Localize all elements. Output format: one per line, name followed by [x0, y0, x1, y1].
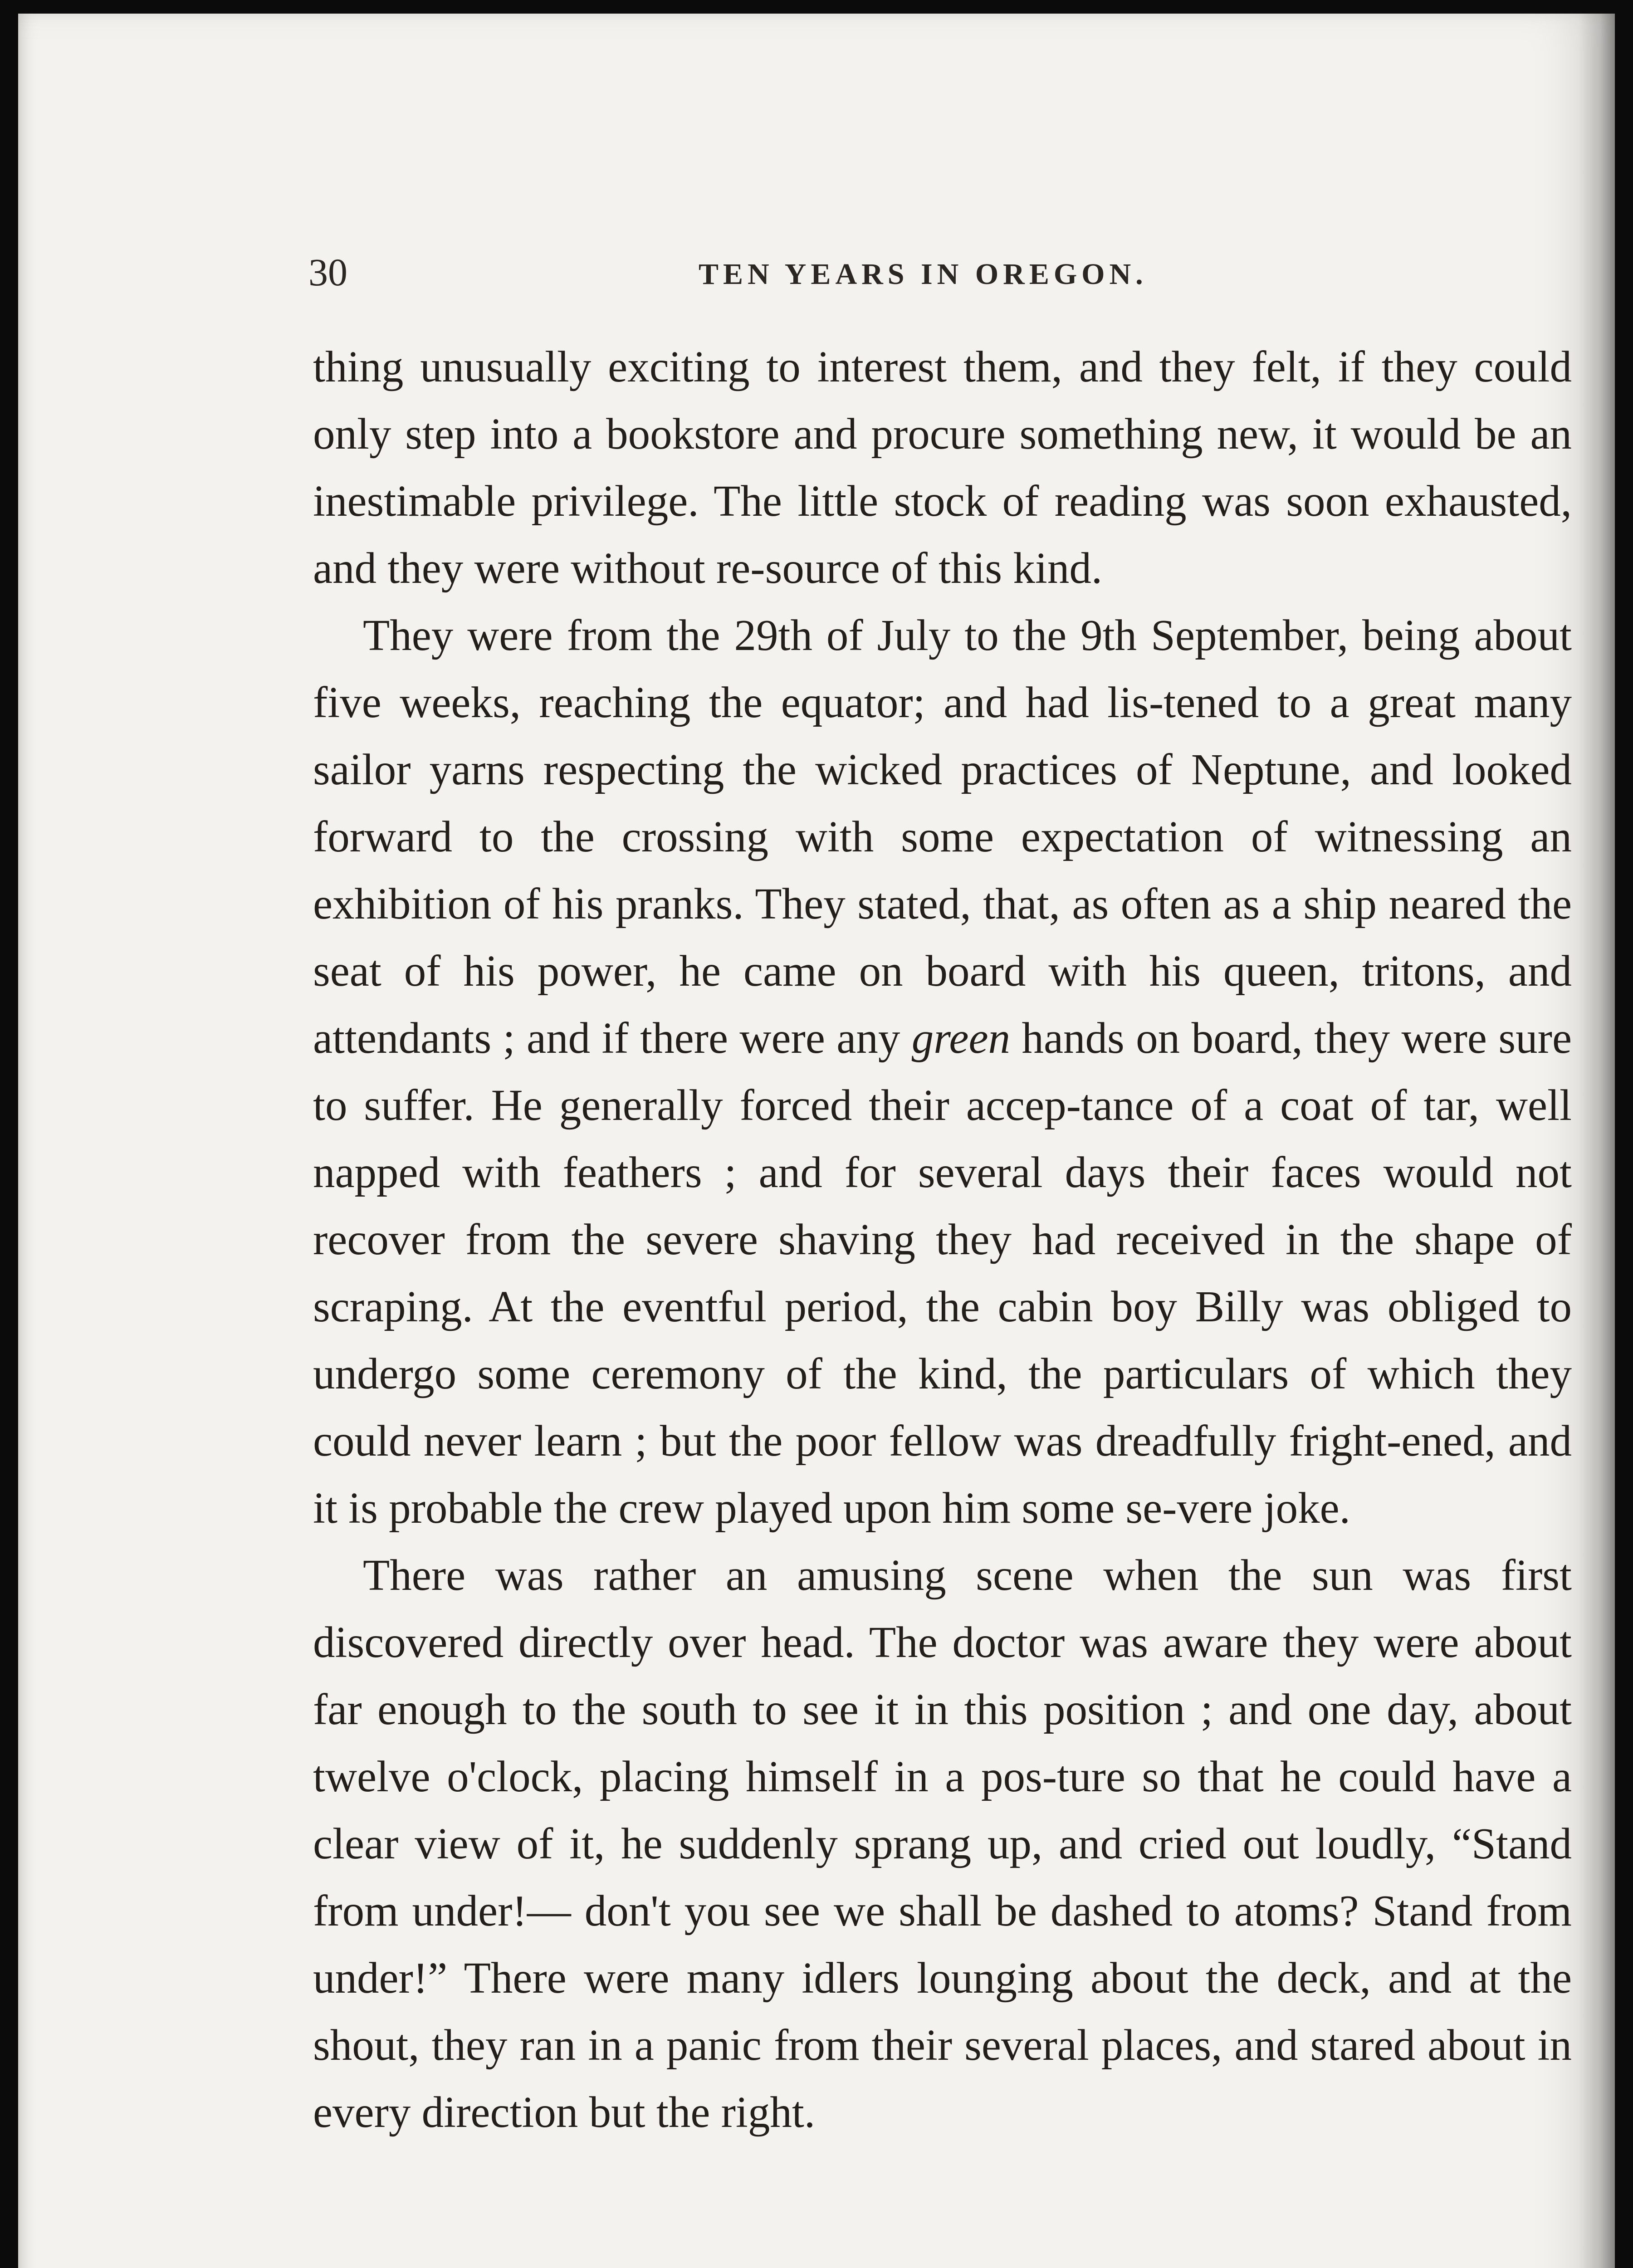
- paragraph-2-part-1: They were from the 29th of July to the 9th September, being about five weeks, reaching the equator; and had lis-tened to a great many sailor yarns respecting the wicked practices of Neptune, and looked forward to the crossing with some expectation of witnessing an exhibition of his pranks. They stated, that, as often as a ship neared the seat of his power, he came on board with his queen, tritons, and attendants ; and if there were any: [313, 611, 1572, 1062]
- paragraph-3: There was rather an amusing scene when the sun was first discovered directly over head. The doctor was aware they were about far enough to the south to see it in this position ; and one day, about twelve o'clock, placing himself in a pos-ture so that he could have a clear view of it, he suddenly sprang up, and cried out loudly, “Stand from under!— don't you see we shall be dashed to atoms? Stand from under!” There were many idlers lounging about the deck, and at the shout, they ran in a panic from their several places, and stared about in every direction but the right.: [313, 1551, 1572, 2136]
- running-head: [308, 236, 1569, 308]
- book-title: TEN YEARS IN OREGON.: [699, 258, 1148, 291]
- paragraph-1: thing unusually exciting to interest them, and they felt, if they could only step into a bookstore and procure something new, it would be an inestimable privilege. The little stock of reading was soon exhausted, and they were without re-source of this kind.: [313, 342, 1572, 592]
- paragraph-2-emphasis: green: [911, 1014, 1011, 1062]
- body-text: [313, 333, 1572, 2146]
- page-binding-shadow: [1579, 14, 1615, 2268]
- paragraph-2-part-2: hands on board, they were sure to suffer. He generally forced their accep-tance of a coat of tar, well napped with feathers ; and for several days their faces would not recover from the severe shaving they had received in the shape of scraping. At the eventful period, the cabin boy Billy was obliged to undergo some ceremony of the kind, the particulars of which they could never learn ; but the poor fellow was dreadfully fright-ened, and it is probable the crew played upon him some se-vere joke.: [313, 1014, 1572, 1532]
- paragraph-2: [313, 602, 1572, 1542]
- page-number: 30: [308, 250, 347, 294]
